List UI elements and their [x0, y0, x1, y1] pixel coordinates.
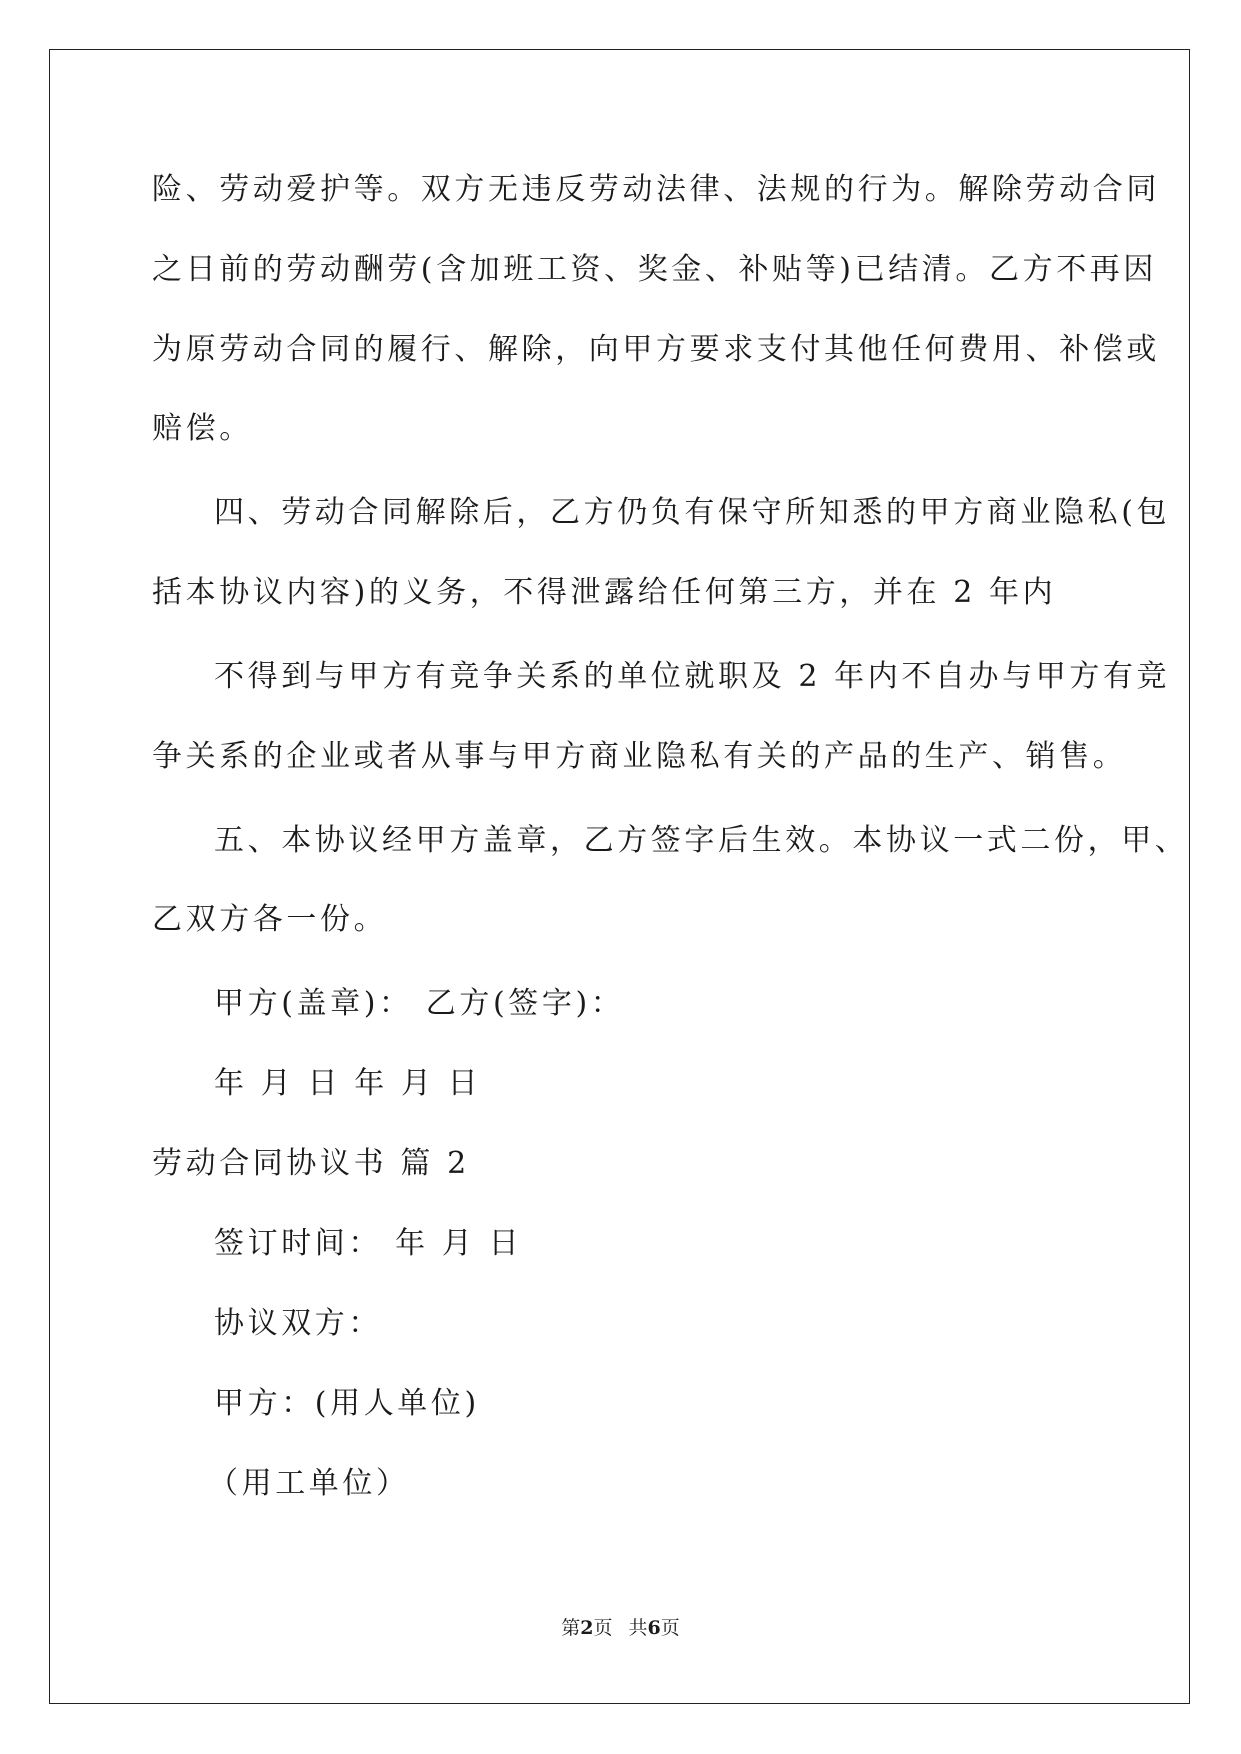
section-title: 劳动合同协议书 篇 2	[152, 1146, 470, 1181]
body-line-4: 赔偿。	[152, 411, 253, 446]
page-footer	[0, 1616, 1241, 1640]
party-a-label: 甲方：(用人单位)	[214, 1386, 480, 1421]
signature-parties: 甲方(盖章)： 乙方(签字)：	[214, 986, 625, 1021]
signing-date: 签订时间： 年 月 日	[214, 1226, 523, 1261]
total-page-number: 6	[647, 1617, 661, 1639]
page-border	[49, 49, 1190, 1704]
page-prefix: 第	[561, 1617, 581, 1639]
signature-dates: 年 月 日 年 月 日	[214, 1066, 482, 1101]
clause-5-line-2: 乙双方各一份。	[152, 902, 388, 937]
body-line-2: 之日前的劳动酬劳(含加班工资、奖金、补贴等)已结清。乙方不再因	[152, 252, 1158, 287]
page-suffix: 页	[593, 1617, 613, 1639]
body-line-1: 险、劳动爱护等。双方无违反劳动法律、法规的行为。解除劳动合同	[152, 172, 1160, 207]
clause-4-line-1: 四、劳动合同解除后，乙方仍负有保守所知悉的甲方商业隐私(包	[214, 495, 1171, 530]
non-compete-line-2: 争关系的企业或者从事与甲方商业隐私有关的产品的生产、销售。	[152, 739, 1127, 774]
clause-5-line-1: 五、本协议经甲方盖章，乙方签字后生效。本协议一式二份，甲、	[214, 823, 1189, 858]
parties-label: 协议双方：	[214, 1306, 382, 1341]
non-compete-line-1: 不得到与甲方有竞争关系的单位就职及 2 年内不自办与甲方有竞	[214, 659, 1171, 694]
total-prefix: 共	[628, 1617, 648, 1639]
clause-4-line-2: 括本协议内容)的义务，不得泄露给任何第三方，并在 2 年内	[152, 575, 1057, 610]
current-page-number: 2	[580, 1617, 594, 1639]
body-line-3: 为原劳动合同的履行、解除，向甲方要求支付其他任何费用、补偿或	[152, 332, 1160, 367]
employer-unit-label: （用工单位）	[208, 1466, 410, 1501]
total-suffix: 页	[660, 1617, 680, 1639]
